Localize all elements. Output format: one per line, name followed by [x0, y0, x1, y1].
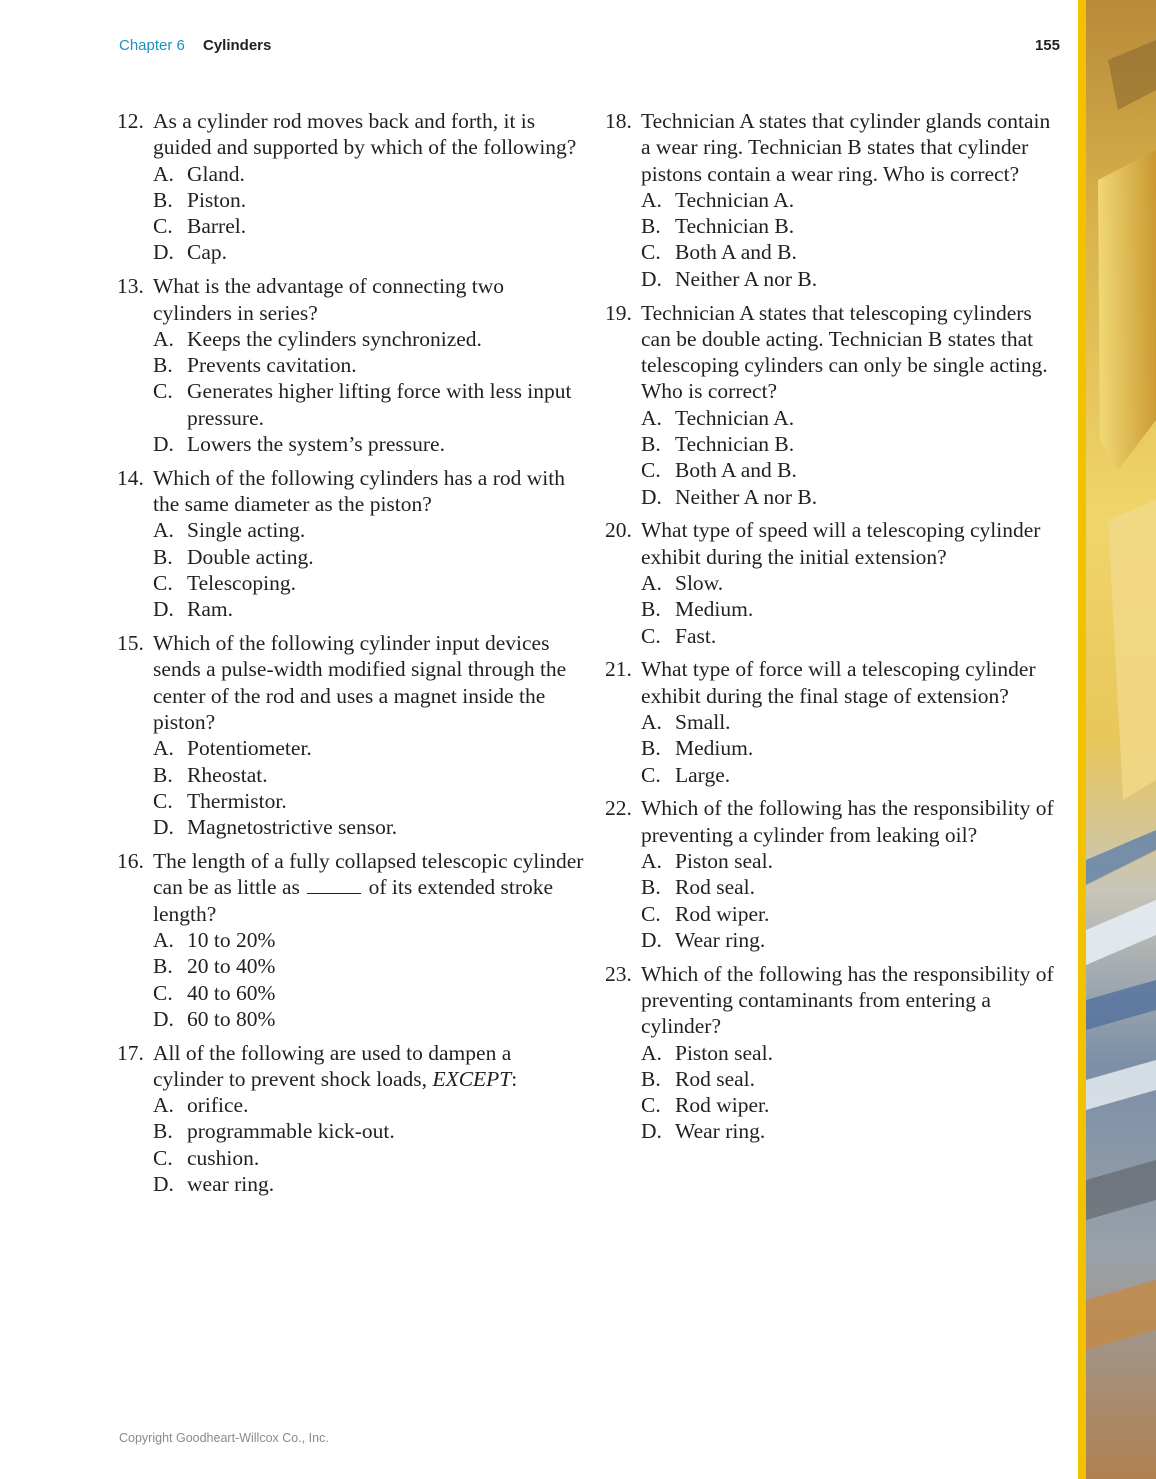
answer-option	[641, 239, 1065, 265]
option-letter: D.	[641, 484, 662, 509]
option-text: Prevents cavitation.	[187, 353, 357, 378]
option-letter: A.	[153, 518, 174, 543]
answer-option	[153, 1118, 587, 1144]
option-letter: B.	[641, 432, 661, 457]
answer-option	[641, 709, 1065, 735]
option-letter: B.	[641, 597, 661, 622]
option-letter: C.	[153, 379, 173, 404]
option-letter: C.	[153, 1145, 173, 1170]
right-column	[605, 108, 1065, 1152]
option-letter: D.	[641, 266, 662, 291]
question-number: 22.	[605, 796, 632, 821]
option-letter: A.	[153, 736, 174, 761]
option-letter: A.	[153, 927, 174, 952]
answer-option	[641, 848, 1065, 874]
answer-option	[641, 735, 1065, 761]
option-letter: A.	[641, 405, 662, 430]
question-number: 20.	[605, 518, 632, 543]
question-18	[605, 108, 1065, 292]
question-16	[117, 848, 587, 1032]
option-text: Neither A nor B.	[675, 266, 818, 291]
option-text: Gland.	[187, 161, 245, 186]
option-letter: D.	[641, 927, 662, 952]
option-text: 20 to 40%	[187, 954, 276, 979]
option-text: Medium.	[675, 736, 754, 761]
answer-option	[153, 1171, 587, 1197]
answer-option	[641, 1118, 1065, 1144]
question-number: 16.	[117, 849, 144, 874]
answer-option	[641, 762, 1065, 788]
option-text: Rod seal.	[675, 1066, 756, 1091]
option-text: Wear ring.	[675, 1119, 766, 1144]
question-22	[605, 795, 1065, 953]
option-text: Small.	[675, 710, 731, 735]
copyright-footer: Copyright Goodheart-Willcox Co., Inc.	[119, 1431, 329, 1445]
option-letter: D.	[153, 815, 174, 840]
option-letter: D.	[153, 1006, 174, 1031]
option-text: Technician A.	[675, 405, 795, 430]
answer-option	[641, 1092, 1065, 1118]
option-letter: D.	[153, 432, 174, 457]
answer-option	[153, 187, 587, 213]
answer-option	[641, 570, 1065, 596]
option-letter: D.	[153, 597, 174, 622]
machinery-photo-icon	[1078, 0, 1156, 1479]
question-number: 12.	[117, 109, 144, 133]
answer-option	[641, 927, 1065, 953]
answer-option	[641, 213, 1065, 239]
option-letter: C.	[153, 788, 173, 813]
answer-option	[641, 901, 1065, 927]
question-number: 21.	[605, 657, 632, 682]
answer-option	[641, 484, 1065, 510]
option-text: Keeps the cylinders synchronized.	[187, 326, 482, 351]
option-letter: A.	[641, 571, 662, 596]
option-text: Cap.	[187, 240, 228, 265]
question-text-part: All of the following are used to dampen a cylinder to prevent shock loads,	[153, 1040, 512, 1091]
answer-option	[153, 980, 587, 1006]
answer-option	[153, 213, 587, 239]
option-letter: B.	[641, 214, 661, 239]
answer-option	[641, 874, 1065, 900]
answer-option	[153, 596, 587, 622]
answer-option	[153, 517, 587, 543]
option-text: Magnetostrictive sensor.	[187, 815, 398, 840]
answer-option	[153, 1092, 587, 1118]
option-letter: B.	[641, 875, 661, 900]
option-text: Rod wiper.	[675, 901, 770, 926]
page-number: 155	[1034, 37, 1060, 54]
option-text: Both A and B.	[675, 458, 797, 483]
answer-option	[153, 352, 587, 378]
answer-option	[153, 788, 587, 814]
option-letter: B.	[153, 1119, 173, 1144]
question-text	[153, 848, 587, 927]
option-letter: B.	[641, 1066, 661, 1091]
answer-option	[153, 953, 587, 979]
question-text: Technician A states that telescoping cylinders can be double acting. Technician B states that telescoping cylinders can only be single acting. Who is correct?	[641, 300, 1048, 404]
question-number: 19.	[605, 300, 632, 325]
option-text: Piston seal.	[675, 1040, 773, 1065]
question-emphasis: EXCEPT	[432, 1066, 512, 1091]
question-text: Which of the following has the responsibility of preventing a cylinder from leaking oil?	[641, 796, 1054, 847]
question-text	[153, 1040, 587, 1093]
answer-option	[153, 814, 587, 840]
chapter-label: Chapter 6	[119, 37, 185, 54]
option-text: Wear ring.	[675, 927, 766, 952]
option-text: Fast.	[675, 623, 717, 648]
question-text-part: :	[511, 1066, 518, 1091]
question-21	[605, 656, 1065, 787]
question-text: Which of the following cylinders has a rod with the same diameter as the piston?	[153, 465, 565, 517]
question-20	[605, 517, 1065, 648]
answer-option	[641, 431, 1065, 457]
option-letter: B.	[153, 954, 173, 979]
option-text: Piston.	[187, 187, 247, 212]
option-letter: D.	[153, 1172, 174, 1197]
answer-option	[641, 187, 1065, 213]
question-text-part: The length of a fully collapsed telescopic cylinder can be as little as	[153, 849, 584, 900]
option-text: wear ring.	[187, 1172, 275, 1197]
answer-option	[153, 927, 587, 953]
option-letter: A.	[641, 710, 662, 735]
answer-option	[153, 431, 587, 457]
question-number: 23.	[605, 961, 632, 986]
answer-option	[641, 1040, 1065, 1066]
option-letter: B.	[641, 736, 661, 761]
option-letter: B.	[153, 187, 173, 212]
option-text: Lowers the system’s pressure.	[187, 432, 445, 457]
option-text: Slow.	[675, 571, 724, 596]
option-letter: B.	[153, 353, 173, 378]
option-letter: A.	[641, 1040, 662, 1065]
question-text: What type of speed will a telescoping cylinder exhibit during the initial extension?	[641, 518, 1041, 569]
answer-option	[153, 544, 587, 570]
option-text: orifice.	[187, 1093, 249, 1118]
answer-option	[153, 1006, 587, 1032]
option-letter: C.	[641, 458, 661, 483]
answer-option	[641, 623, 1065, 649]
chapter-title: Cylinders	[203, 37, 272, 54]
option-letter: C.	[641, 240, 661, 265]
option-text: Technician B.	[675, 432, 795, 457]
question-14	[117, 465, 587, 623]
answer-option	[153, 762, 587, 788]
option-text: Barrel.	[187, 214, 247, 239]
question-number: 18.	[605, 109, 632, 133]
option-text: Medium.	[675, 597, 754, 622]
option-text: Rod seal.	[675, 875, 756, 900]
question-number: 15.	[117, 631, 144, 656]
question-number: 17.	[117, 1040, 144, 1065]
answer-option	[641, 405, 1065, 431]
option-letter: C.	[641, 762, 661, 787]
option-letter: C.	[641, 1093, 661, 1118]
option-text: 40 to 60%	[187, 980, 276, 1005]
option-text: Neither A nor B.	[675, 484, 818, 509]
option-letter: C.	[153, 980, 173, 1005]
option-letter: C.	[641, 901, 661, 926]
option-text: Rod wiper.	[675, 1093, 770, 1118]
question-15	[117, 630, 587, 840]
question-text: What type of force will a telescoping cylinder exhibit during the final stage of extension?	[641, 657, 1036, 708]
question-text: Which of the following cylinder input devices sends a pulse-width modified signal through the center of the rod and uses a magnet inside the piston?	[153, 631, 567, 735]
answer-option	[641, 266, 1065, 292]
option-letter: D.	[153, 240, 174, 265]
option-text: 10 to 20%	[187, 927, 276, 952]
option-text: Large.	[675, 762, 731, 787]
question-number: 13.	[117, 274, 144, 299]
edge-photo	[1078, 0, 1156, 1479]
question-number: 14.	[117, 465, 144, 490]
left-column	[117, 108, 587, 1205]
answer-option	[641, 457, 1065, 483]
option-text: Technician B.	[675, 214, 795, 239]
option-letter: D.	[641, 1119, 662, 1144]
option-text: Double acting.	[187, 544, 314, 569]
question-12	[117, 108, 587, 266]
option-text: Piston seal.	[675, 849, 773, 874]
answer-option	[641, 1066, 1065, 1092]
question-13	[117, 273, 587, 457]
question-text-part: of its extended stroke length?	[153, 875, 554, 926]
question-text: What is the advantage of connecting two cylinders in series?	[153, 274, 505, 325]
option-text: programmable kick-out.	[187, 1119, 395, 1144]
option-text: Ram.	[187, 597, 233, 622]
option-letter: A.	[641, 849, 662, 874]
option-text: Both A and B.	[675, 240, 797, 265]
option-letter: C.	[641, 623, 661, 648]
question-23	[605, 961, 1065, 1145]
option-letter: A.	[641, 187, 662, 212]
question-19	[605, 300, 1065, 510]
option-text: Technician A.	[675, 187, 795, 212]
question-17	[117, 1040, 587, 1198]
answer-option	[153, 735, 587, 761]
option-letter: A.	[153, 1093, 174, 1118]
option-text: Telescoping.	[187, 571, 296, 596]
option-letter: A.	[153, 161, 174, 186]
option-letter: C.	[153, 214, 173, 239]
answer-option	[153, 570, 587, 596]
option-text: Single acting.	[187, 518, 306, 543]
answer-option	[153, 161, 587, 187]
option-text: cushion.	[187, 1145, 260, 1170]
option-letter: C.	[153, 571, 173, 596]
question-text: Which of the following has the responsibility of preventing contaminants from entering a cylinder?	[641, 961, 1054, 1039]
question-text: Technician A states that cylinder glands contain a wear ring. Technician B states that cylinder pistons contain a wear ring. Who is correct?	[641, 109, 1051, 186]
answer-option	[153, 378, 587, 431]
option-text: Rheostat.	[187, 762, 268, 787]
option-text: Potentiometer.	[187, 736, 312, 761]
option-letter: A.	[153, 326, 174, 351]
option-text: 60 to 80%	[187, 1006, 276, 1031]
answer-option	[641, 596, 1065, 622]
fill-in-blank	[307, 877, 361, 894]
option-letter: B.	[153, 762, 173, 787]
answer-option	[153, 239, 587, 265]
question-text: As a cylinder rod moves back and forth, it is guided and supported by which of the following?	[153, 109, 577, 160]
answer-option	[153, 1145, 587, 1171]
option-letter: B.	[153, 544, 173, 569]
option-text: Generates higher lifting force with less input pressure.	[187, 379, 572, 430]
option-text: Thermistor.	[187, 788, 287, 813]
answer-option	[153, 326, 587, 352]
